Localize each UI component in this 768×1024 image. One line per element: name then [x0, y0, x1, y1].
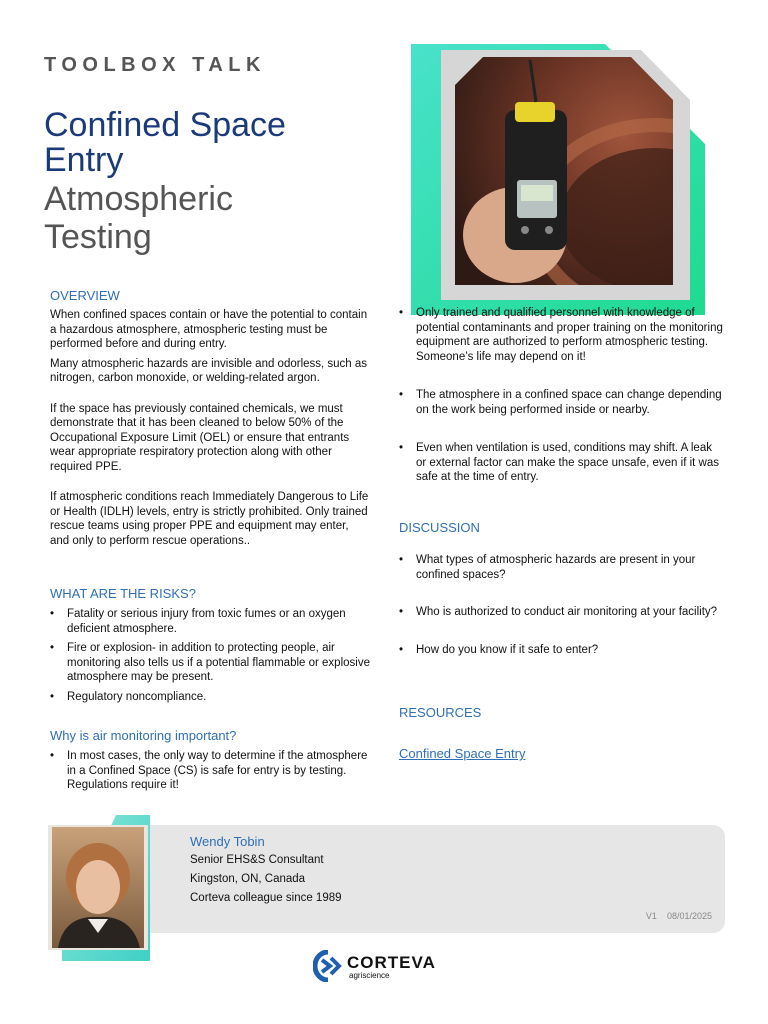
- corteva-logo-icon: [313, 950, 343, 982]
- list-item: • Only trained and qualified personnel with knowledge of potential contaminants and proper training on the monitoring equipment are authorized to perform atmospheric testing. Someone’s life may depend on it!: [399, 306, 725, 364]
- page-subtitle: [44, 180, 364, 256]
- list-item: • Who is authorized to conduct air monitoring at your facility?: [399, 605, 725, 620]
- list-item: • What types of atmospheric hazards are present in your confined spaces?: [399, 553, 725, 582]
- subtitle-line-2: Testing: [44, 218, 152, 256]
- discussion-section: [399, 520, 725, 657]
- title-line-1: Confined Space: [44, 106, 286, 144]
- author-tenure: Corteva colleague since 1989: [190, 892, 342, 904]
- list-item: • The atmosphere in a confined space can change depending on the work being performed inside or nearby.: [399, 388, 725, 417]
- author-role: Senior EHS&S Consultant: [190, 854, 324, 866]
- author-name: Wendy Tobin: [190, 834, 265, 849]
- toolbox-talk-kicker: TOOLBOX TALK: [44, 54, 266, 76]
- resources-section: [399, 705, 725, 763]
- list-item: • Even when ventilation is used, conditions may shift. A leak or external factor can make the space unsafe, even if it was safe at the time of entry.: [399, 441, 725, 485]
- risks-list: [50, 607, 370, 704]
- resources-heading: RESOURCES: [399, 705, 482, 720]
- right-bullets-section: [399, 306, 725, 485]
- risks-section: [50, 586, 370, 704]
- page-title: [44, 108, 364, 178]
- overview-paragraph-2: Many atmospheric hazards are invisible and odorless, such as nitrogen, carbon monoxide, or welding-related argon.: [50, 357, 368, 384]
- list-item: • How do you know if it safe to enter?: [399, 643, 725, 658]
- corteva-logo: [313, 950, 463, 984]
- overview-paragraph-1: When confined spaces contain or have the potential to contain a hazardous atmosphere, atmospheric testing must be performed before and during entry.: [50, 309, 368, 350]
- corteva-wordmark: CORTEVA: [347, 953, 436, 972]
- discussion-list: [399, 553, 725, 657]
- list-item: • Fire or explosion- in addition to protecting people, air monitoring also tells us if a potential flammable or explosive atmosphere may be present.: [50, 641, 370, 685]
- overview-paragraph-3: If the space has previously contained chemicals, we must demonstrate that it has been cleaned to below 50% of the Occupational Exposure Limit (OEL) or ensure that entrants wear appropriate respiratory protection along with other required PPE.: [50, 402, 350, 473]
- overview-paragraph-4: If atmospheric conditions reach Immediately Dangerous to Life or Health (IDLH) levels, entry is strictly prohibited. Only trained rescue teams using proper PPE and equipment may enter, and only to perform rescue operations..: [50, 491, 369, 547]
- discussion-heading: DISCUSSION: [399, 520, 480, 535]
- hero-photo-frame: [405, 40, 715, 320]
- subtitle-line-1: Atmospheric: [44, 180, 233, 218]
- title-line-2: Entry: [44, 141, 124, 179]
- why-list: [50, 749, 370, 793]
- author-photo-frame: [44, 815, 174, 961]
- list-item: • Fatality or serious injury from toxic fumes or an oxygen deficient atmosphere.: [50, 607, 370, 636]
- version-date: [646, 911, 712, 921]
- date-label: 08/01/2025: [666, 911, 712, 921]
- author-location: Kingston, ON, Canada: [190, 873, 306, 885]
- list-item: • In most cases, the only way to determine if the atmosphere in a Confined Space (CS) is safe for entry is by testing. Regulations require it!: [50, 749, 370, 793]
- overview-heading: OVERVIEW: [50, 288, 120, 303]
- version-label: V1: [645, 911, 657, 921]
- why-heading: Why is air monitoring important?: [50, 728, 237, 743]
- right-bullets-list: [399, 306, 725, 485]
- list-item: • Regulatory noncompliance.: [50, 690, 370, 705]
- corteva-subbrand: agriscience: [349, 971, 390, 980]
- why-section: [50, 728, 370, 793]
- confined-space-entry-link[interactable]: Confined Space Entry: [399, 746, 526, 761]
- overview-section: [50, 288, 370, 548]
- risks-heading: WHAT ARE THE RISKS?: [50, 586, 196, 601]
